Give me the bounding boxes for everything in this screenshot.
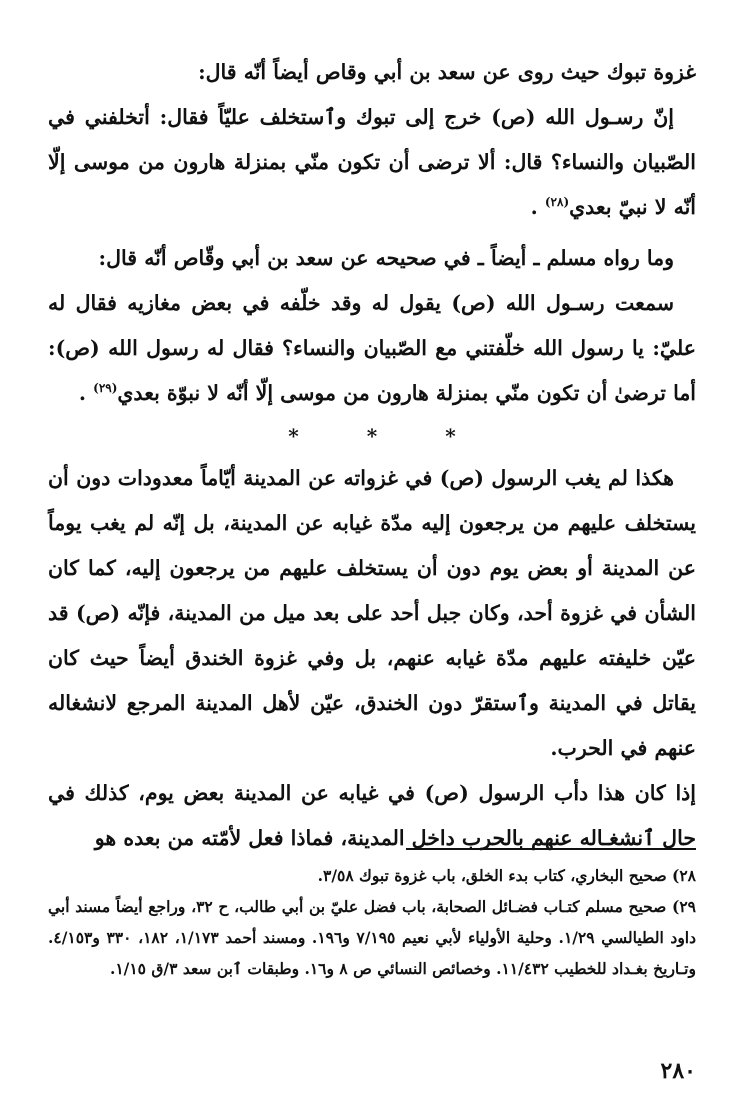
footnote-ref-29: (٢٩) xyxy=(93,381,118,396)
footnote-29: ٢٩) صحيح مسلم كتـاب فضـائل الصحابة، باب فضل عليّ بن أبي طالب، ح ٣٢، وراجع أيضاً مسند أبي داود الطيالسي ١/٢٩. وحلية الأولياء لأبي نعيم ٧/١٩٥ و١٩٦. ومسند أحمد ١/١٧٣، ١٨٢، ٣٣٠ و٤/١٥٣. وتـاريخ بغـداد للخطيب ١١/٤٣٢. وخصائص النسائي ص ٨ و١٦. وطبقات ٱبن سعد ٣/ق ١/١٥. xyxy=(48,897,697,978)
page-number: ٢٨٠ xyxy=(660,1058,696,1084)
main-text xyxy=(48,50,696,861)
footnote-separator xyxy=(406,848,696,850)
paragraph-4-end: . xyxy=(78,381,86,405)
paragraph-5: هكذا لم يغب الرسول (ص) في غزواته عن المدينة أيّاماً معدودات دون أن يستخلف عليهم من يرجعون إليه مدّة غيابه عن المدينة، بل إنّه لم يغب يوماً عن المدينة أو بعض يوم دون أن يستخلف عليهم من يرجعون إليه، كما كان الشأن في غزوة أحد، وكان جبل أحد على بعد ميل من المدينة، فإنّه (ص) قد عيّن خليفته عليهم مدّة غيابه عنهم، بل وفي غزوة الخندق أيضاً حيث كان يقاتل في المدينة وٱستقرّ دون الخندق، عيّن لأهل المدينة المرجع لانشغاله عنهم في الحرب. xyxy=(48,466,696,760)
footnote-28: ٢٨) صحيح البخاري، كتاب بدء الخلق، باب غزوة تبوك ٣/٥٨. xyxy=(317,866,696,885)
paragraph-6: إذا كان هذا دأب الرسول (ص) في غيابه عن المدينة بعض يوم، كذلك في حال ٱنشغـاله عنهم بالحرب داخل المدينة، فماذا فعل لأمّته من بعده هو xyxy=(48,781,696,850)
paragraph-2-text: إنّ رسـول الله (ص) خرج إلى تبوك وٱستخلف عليّاً فقال: أتخلفني في الصّبيان والنساء؟ قال: ألا ترضى أن تكون منّي بمنزلة هارون من موسى إلّا أنّه لا نبيّ بعدي xyxy=(48,105,696,219)
paragraph-4 xyxy=(48,281,696,416)
footnote-ref-28: (٢٨) xyxy=(544,195,570,210)
section-divider xyxy=(48,416,696,456)
footnotes xyxy=(48,860,696,984)
divider-star-2: * xyxy=(366,424,378,448)
paragraph-2-end: . xyxy=(530,195,538,219)
divider-star-3: * xyxy=(288,424,299,448)
paragraph-4-text: سمعت رسـول الله (ص) يقول له وقد خلّفه في بعض مغازيه فقال له عليّ: يا رسول الله خلّفتني مع الصّبيان والنساء؟ فقال له رسول الله (ص): أما ترضىٰ أن تكون منّي بمنزلة هارون من موسى إلّا أنّه لا نبوّة بعدي xyxy=(48,291,696,405)
paragraph-2 xyxy=(48,95,696,230)
paragraph-1: غزوة تبوك حيث روى عن سعد بن أبي وقاص أيضاً أنّه قال: xyxy=(198,60,696,84)
divider-star-1: * xyxy=(445,424,456,448)
paragraph-3: وما رواه مسلم ـ أيضاً ـ في صحيحه عن سعد بن أبي وقّاص أنّه قال: xyxy=(98,246,674,270)
